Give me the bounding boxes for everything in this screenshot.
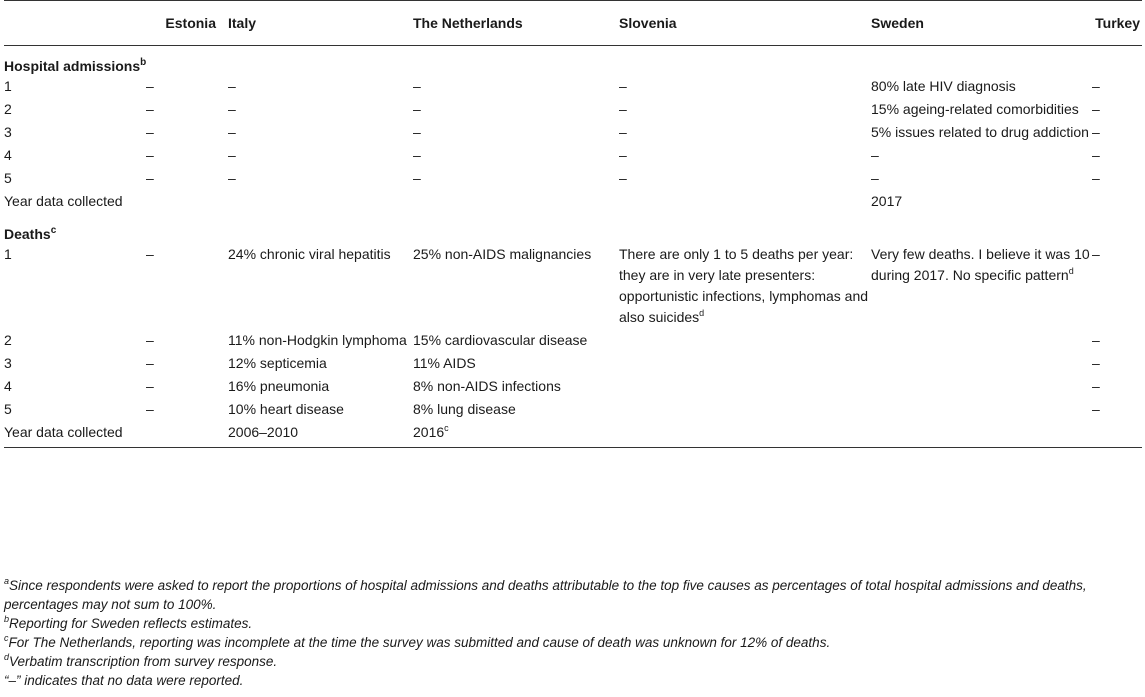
table-row [4,99,1142,122]
table-row [4,168,1142,191]
header-cell-blank [4,1,146,46]
cell-turkey [1092,122,1142,145]
table-row [4,376,1142,399]
cell-estonia-text: – [146,378,154,394]
cell-netherlands [413,422,619,448]
table-row [4,76,1142,99]
footnote [4,671,1142,690]
footnote-text: “–” indicates that no data were reported. [4,673,244,688]
cell-sweden-text: Very few deaths. I believe it was 10 during 2017. No specific pattern [871,246,1090,283]
cell-slovenia [619,168,871,191]
cell-sweden [871,353,1092,376]
footnote-mark: a [4,576,10,586]
header-cell-italy: Italy [228,1,413,46]
cell-turkey [1092,191,1142,214]
cell-estonia-text: – [146,246,154,262]
cell-netherlands-text: – [413,101,421,117]
cell-label-text: 3 [4,124,12,140]
header-cell-turkey: Turkey [1092,1,1142,46]
cell-estonia [146,399,228,422]
cell-italy [228,76,413,99]
table-row [4,353,1142,376]
cell-italy-text: 2006–2010 [228,424,299,440]
table-row [4,122,1142,145]
cell-turkey [1092,376,1142,399]
cell-label [4,399,146,422]
cell-turkey-text: – [1092,170,1100,186]
cell-italy [228,244,413,330]
cell-label-text: 4 [4,147,12,163]
footnote-text: Verbatim transcription from survey response. [9,654,278,669]
cell-turkey-text: – [1092,332,1100,348]
table-body [4,46,1142,448]
cell-netherlands-text: – [413,124,421,140]
cell-estonia [146,145,228,168]
table-row [4,191,1142,214]
cell-turkey [1092,353,1142,376]
table-row [4,422,1142,448]
cell-turkey [1092,76,1142,99]
cell-slovenia [619,422,871,448]
cell-sweden [871,330,1092,353]
cell-turkey [1092,99,1142,122]
cell-slovenia [619,244,871,330]
footnote-text: Since respondents were asked to report the proportions of hospital admissions and deaths attributable to the top five causes as percentages of total hospital admissions and deaths, percentages may not sum to 100%. [4,578,1087,612]
cell-estonia-text: – [146,101,154,117]
cell-sweden-text: – [871,147,879,163]
cell-estonia-text: – [146,170,154,186]
footnote-text: For The Netherlands, reporting was incomplete at the time the survey was submitted and cause of death was unknown for 12% of deaths. [8,635,831,650]
cell-netherlands [413,76,619,99]
cell-label-text: 2 [4,332,12,348]
cell-turkey [1092,330,1142,353]
cell-estonia [146,330,228,353]
cell-netherlands-text: – [413,147,421,163]
data-table [4,0,1142,448]
cell-estonia-text: – [146,332,154,348]
cell-netherlands [413,330,619,353]
cell-turkey-text: – [1092,147,1100,163]
cell-turkey-text: – [1092,78,1100,94]
cell-estonia-text: – [146,401,154,417]
section-header-row [4,214,1142,244]
cell-label [4,122,146,145]
cell-slovenia [619,76,871,99]
cell-label [4,376,146,399]
cell-slovenia-text: – [619,78,627,94]
cell-italy-text: – [228,147,236,163]
cell-label-text: 1 [4,246,12,262]
cell-turkey-text: – [1092,124,1100,140]
cell-italy [228,145,413,168]
section-title [4,46,1142,77]
cell-italy [228,422,413,448]
cell-italy [228,99,413,122]
cell-sweden-text: – [871,170,879,186]
cell-slovenia [619,376,871,399]
cell-label [4,330,146,353]
footnote [4,652,1142,671]
cell-slovenia-text: – [619,147,627,163]
cell-estonia [146,76,228,99]
cell-slovenia [619,122,871,145]
cell-label [4,99,146,122]
cell-netherlands [413,168,619,191]
table-row [4,244,1142,330]
header-cell-estonia: Estonia [146,1,228,46]
cell-italy [228,122,413,145]
cell-label [4,353,146,376]
cell-slovenia-text: – [619,170,627,186]
cell-netherlands [413,353,619,376]
cell-netherlands-text: 11% AIDS [413,355,476,371]
footnote-mark: b [4,614,10,624]
cell-sweden [871,191,1092,214]
cell-netherlands [413,244,619,330]
cell-slovenia-text: There are only 1 to 5 deaths per year: they are in very late presenters: opportunistic infections, lymphomas and also suicides [619,246,869,325]
cell-italy-text: – [228,101,236,117]
cell-netherlands [413,99,619,122]
cell-sweden-text: 5% issues related to drug addiction [871,124,1089,140]
cell-sweden [871,422,1092,448]
footnote-mark: d [699,308,705,318]
cell-netherlands-text: 2016 [413,424,445,440]
cell-sweden [871,399,1092,422]
cell-estonia [146,168,228,191]
cell-sweden [871,244,1092,330]
cell-turkey-text: – [1092,101,1100,117]
cell-sweden-text: 80% late HIV diagnosis [871,78,1016,94]
cell-estonia [146,122,228,145]
table-row [4,330,1142,353]
header-cell-sweden: Sweden [871,1,1092,46]
cell-netherlands [413,191,619,214]
cell-netherlands-text: 15% cardiovascular disease [413,332,588,348]
table-row [4,145,1142,168]
cell-label [4,76,146,99]
cell-italy-text: – [228,78,236,94]
cell-italy-text: 24% chronic viral hepatitis [228,246,391,262]
cell-slovenia [619,145,871,168]
cell-estonia [146,99,228,122]
cell-slovenia [619,99,871,122]
cell-italy-text: 11% non-Hodgkin lymphoma [228,332,407,348]
table-footnotes [4,576,1142,690]
cell-estonia-text: – [146,355,154,371]
cell-italy-text: – [228,124,236,140]
cell-slovenia [619,399,871,422]
cell-sweden [871,122,1092,145]
cell-label-text: 3 [4,355,12,371]
cell-netherlands-text: – [413,78,421,94]
cell-label [4,422,146,448]
cell-italy-text: 16% pneumonia [228,378,330,394]
footnote-mark: c [4,633,9,643]
cell-estonia-text: – [146,147,154,163]
footnote-text: Reporting for Sweden reflects estimates. [9,616,253,631]
cell-sweden-text: 2017 [871,193,903,209]
cell-netherlands [413,145,619,168]
cell-slovenia-text: – [619,124,627,140]
section-title [4,214,1142,244]
table-header-row [4,1,1142,46]
cell-label [4,244,146,330]
footnote [4,633,1142,652]
cell-turkey [1092,145,1142,168]
table-row [4,399,1142,422]
section-title-text: Deaths [4,226,51,242]
cell-sweden [871,99,1092,122]
cell-label-text: 5 [4,170,12,186]
cell-turkey-text: – [1092,401,1100,417]
cell-label-text: Year data collected [4,193,123,209]
header-cell-netherlands: The Netherlands [413,1,619,46]
cell-sweden-text: 15% ageing-related comorbidities [871,101,1079,117]
cell-sweden [871,168,1092,191]
footnote-mark: c [444,423,449,433]
footnote [4,576,1142,614]
cell-slovenia [619,353,871,376]
cell-label [4,145,146,168]
cell-estonia-text: – [146,124,154,140]
section-title-footnote-mark: b [140,57,147,68]
cell-italy [228,330,413,353]
cell-estonia [146,191,228,214]
footnote-mark: d [1068,266,1074,276]
cell-turkey [1092,244,1142,330]
cell-netherlands [413,399,619,422]
cell-sweden [871,376,1092,399]
cell-estonia-text: – [146,78,154,94]
cell-netherlands-text: 25% non-AIDS malignancies [413,246,592,262]
cell-slovenia [619,330,871,353]
cell-estonia [146,376,228,399]
cell-turkey [1092,168,1142,191]
cell-label-text: 5 [4,401,12,417]
cell-italy-text: 12% septicemia [228,355,327,371]
section-title-text: Hospital admissions [4,58,141,74]
cell-netherlands-text: 8% non-AIDS infections [413,378,561,394]
footnote [4,614,1142,633]
header-cell-slovenia: Slovenia [619,1,871,46]
cell-turkey-text: – [1092,246,1100,262]
cell-netherlands [413,122,619,145]
cell-netherlands-text: 8% lung disease [413,401,516,417]
cell-italy-text: – [228,170,236,186]
footnote-mark: d [4,652,10,662]
cell-estonia [146,353,228,376]
cell-italy [228,168,413,191]
cell-label-text: 2 [4,101,12,117]
cell-turkey-text: – [1092,378,1100,394]
cell-netherlands [413,376,619,399]
section-title-footnote-mark: c [50,225,57,236]
cell-netherlands-text: – [413,170,421,186]
cell-turkey [1092,422,1142,448]
cell-label-text: 1 [4,78,12,94]
cell-sweden [871,145,1092,168]
cell-label-text: Year data collected [4,424,123,440]
cell-italy [228,191,413,214]
cell-turkey-text: – [1092,355,1100,371]
cell-italy [228,399,413,422]
cell-slovenia-text: – [619,101,627,117]
cell-italy [228,376,413,399]
cell-estonia [146,422,228,448]
cell-label [4,168,146,191]
cell-italy-text: 10% heart disease [228,401,344,417]
cell-label-text: 4 [4,378,12,394]
cell-italy [228,353,413,376]
cell-label [4,191,146,214]
cell-sweden [871,76,1092,99]
cell-slovenia [619,191,871,214]
cell-turkey [1092,399,1142,422]
cell-estonia [146,244,228,330]
section-header-row [4,46,1142,77]
